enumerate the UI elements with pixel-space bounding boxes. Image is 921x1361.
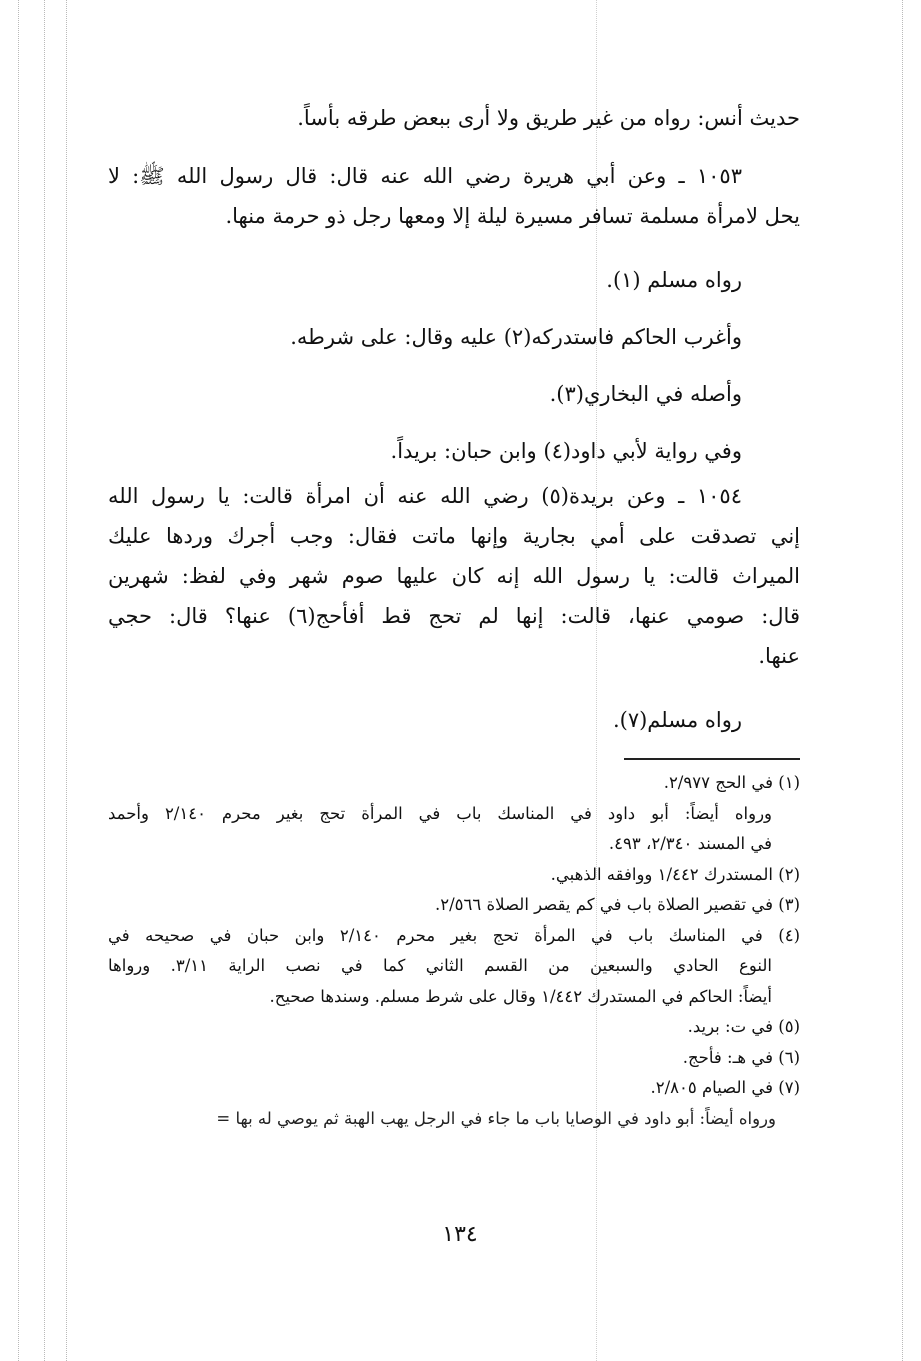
footnote: (٧) في الصيام ٢/٨٠٥. — [650, 1078, 800, 1097]
text-line: عنها. — [758, 644, 800, 668]
footnote: (٥) في ت: بريد. — [687, 1017, 800, 1036]
text-line: رواه مسلم (١). — [606, 268, 742, 292]
footnote-continuation: ورواه أيضاً: أبو داود في الوصايا باب ما جاء في الرجل يهب الهبة ثم يوصي له بها = — [216, 1108, 776, 1128]
scan-edge-line — [18, 0, 19, 1361]
text-line: الميراث قالت: يا رسول الله إنه كان عليها صوم شهر وفي لفظ: شهرين — [108, 564, 800, 588]
footnote: (٣) في تقصير الصلاة باب في كم يقصر الصلاة ٢/٥٦٦. — [435, 895, 800, 914]
text-line: يحل لامرأة مسلمة تسافر مسيرة ليلة إلا ومعها رجل ذو حرمة منها. — [225, 204, 800, 228]
footnote: (٤) في المناسك باب في المرأة تحج بغير محرم ٢/١٤٠ وابن حبان في صحيحه في — [108, 925, 800, 945]
text-line: ١٠٥٤ ـ وعن بريدة(٥) رضي الله عنه أن امرأة قالت: يا رسول الله — [108, 484, 742, 508]
text-line: رواه مسلم(٧). — [612, 708, 742, 732]
hadith-1054-source — [108, 700, 800, 740]
footnote: (٢) المستدرك ١/٤٤٢ ووافقه الذهبي. — [550, 864, 800, 884]
text-line: قال: صومي عنها، قالت: إنها لم تحج قط أفأحج(٦) عنها؟ قال: حجي — [108, 604, 800, 628]
page-number: ١٣٤ — [442, 1222, 478, 1247]
footnote: (١) في الحج ٢/٩٧٧. — [663, 773, 800, 792]
scan-edge-line — [44, 0, 45, 1361]
hadith-1053-sources — [108, 252, 800, 480]
text-line: وأصله في البخاري(٣). — [549, 382, 742, 406]
hadith-1054 — [108, 476, 800, 676]
footnote-continuation: ورواه أيضاً: أبو داود في المناسك باب في المرأة تحج بغير محرم ٢/١٤٠ وأحمد — [108, 803, 772, 823]
footnote-continuation: في المسند ٢/٣٤٠، ٤٩٣. — [608, 834, 772, 853]
scan-edge-line — [902, 0, 903, 1361]
text-line: وفي رواية لأبي داود(٤) وابن حبان: بريداً. — [390, 439, 742, 463]
footnote-continuation: أيضاً: الحاكم في المستدرك ١/٤٤٢ وقال على شرط مسلم. وسندها صحيح. — [269, 986, 772, 1006]
text-line: ١٠٥٣ ـ وعن أبي هريرة رضي الله عنه قال: قال رسول الله ﷺ: لا — [108, 164, 742, 188]
text-line: وأغرب الحاكم فاستدركه(٢) عليه وقال: على شرطه. — [290, 325, 742, 349]
footnotes — [108, 768, 800, 1134]
footnote-separator — [624, 758, 800, 760]
footnote: (٦) في هـ: فأحج. — [682, 1047, 800, 1067]
text-line: إني تصدقت على أمي بجارية وإنها ماتت فقال: وجب أجرك وردها عليك — [108, 524, 800, 548]
text-line: حديث أنس: رواه من غير طريق ولا أرى ببعض طرقه بأساً. — [297, 106, 800, 130]
hadith-1053 — [108, 156, 800, 236]
scan-edge-line — [66, 0, 67, 1361]
main-text-top — [108, 98, 800, 138]
footnote-continuation: النوع الحادي والسبعين من القسم الثاني كما في نصب الراية ٣/١١. ورواها — [108, 956, 772, 975]
